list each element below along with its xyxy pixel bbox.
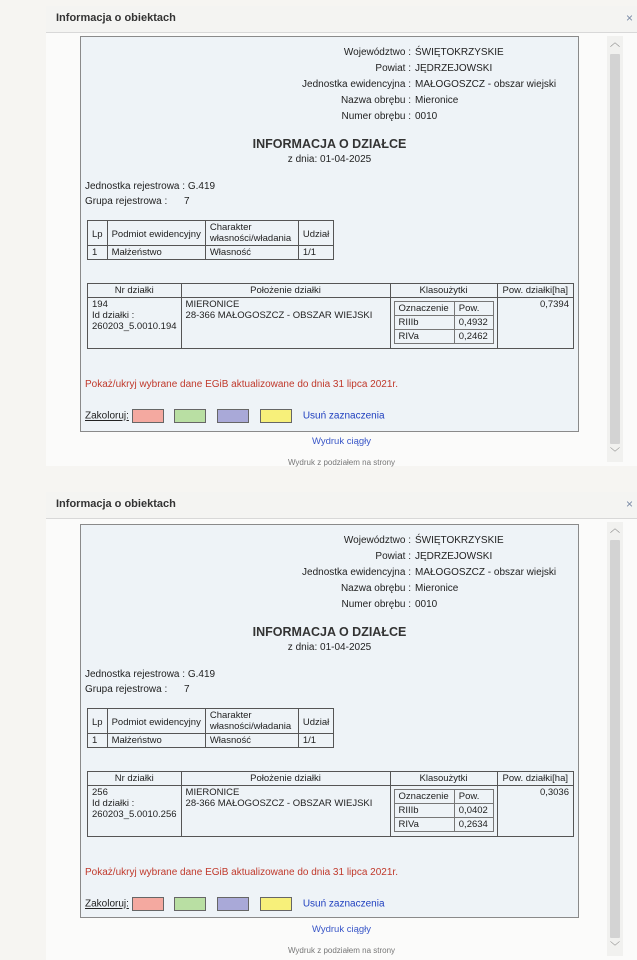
klas-pow: 0,0402 [454, 804, 493, 818]
value-numer-obrebu: 0010 [415, 599, 438, 610]
owner-charakter: Własność [205, 246, 298, 260]
label-jednostka-ewidencyjna: Jednostka ewidencyjna : [302, 79, 411, 90]
owner-udzial: 1/1 [298, 246, 333, 260]
label-jednostka-rejestrowa: Jednostka rejestrowa : [85, 669, 186, 680]
plot-polozenie-2: 28-366 MAŁOGOSZCZ - OBSZAR WIEJSKI [185, 798, 373, 809]
report-date: z dnia: 01-04-2025 [287, 154, 372, 165]
page-title: INFORMACJA O DZIAŁCE [252, 625, 407, 639]
label-jednostka-rejestrowa: Jednostka rejestrowa : [85, 181, 186, 192]
label-wojewodztwo: Województwo : [343, 535, 411, 546]
plot-polozenie-1: MIERONICE [185, 787, 240, 798]
col-oznaczenie: Oznaczenie [394, 790, 454, 804]
page-title: INFORMACJA O DZIAŁCE [252, 137, 407, 151]
scroll-up-icon[interactable]: ︿ [610, 524, 620, 535]
plot-polozenie-1: MIERONICE [185, 299, 240, 310]
klas-ozn: RIIIb [394, 804, 454, 818]
klasouzytki-table [394, 301, 494, 344]
col-podmiot: Podmiot ewidencyjny [107, 221, 205, 246]
swatch-red[interactable] [132, 897, 164, 911]
plot-id-label: Id działki : [92, 798, 135, 809]
zakoloruj-label: Zakoloruj: [85, 898, 129, 910]
col-polozenie: Położenie działki [181, 284, 390, 298]
value-powiat: JĘDRZEJOWSKI [415, 551, 493, 562]
col-oznaczenie: Oznaczenie [394, 302, 454, 316]
plot-polozenie-2: 28-366 MAŁOGOSZCZ - OBSZAR WIEJSKI [185, 310, 373, 321]
plot-header-row [88, 284, 574, 298]
col-pow: Pow. [454, 790, 493, 804]
color-toolbar [85, 409, 385, 423]
table-row [88, 734, 334, 748]
table-row [88, 246, 334, 260]
klas-pow: 0,4932 [454, 316, 493, 330]
col-pow-dzialki: Pow. działki[ha] [497, 284, 573, 298]
value-jednostka-rejestrowa: G.419 [187, 181, 216, 192]
print-paged-link[interactable]: Wydruk z podziałem na strony [287, 458, 396, 467]
owner-charakter: Własność [205, 734, 298, 748]
col-klasouzytki: Klasoużytki [390, 772, 497, 786]
col-charakter: Charakter własności/władania [205, 709, 298, 734]
print-paged-link[interactable]: Wydruk z podziałem na strony [287, 946, 396, 955]
value-jednostka-ewidencyjna: MAŁOGOSZCZ - obszar wiejski [415, 79, 557, 90]
scrollbar[interactable] [607, 36, 623, 462]
owner-lp: 1 [88, 734, 108, 748]
egib-toggle-link[interactable]: Pokaż/ukryj wybrane dane EGiB aktualizowane do dnia 31 lipca 2021r. [85, 379, 398, 390]
owners-header-row [88, 221, 334, 246]
scroll-thumb[interactable] [610, 540, 620, 938]
scroll-up-icon[interactable]: ︿ [610, 38, 620, 49]
owners-header-row [88, 709, 334, 734]
swatch-green[interactable] [174, 897, 206, 911]
owner-udzial: 1/1 [298, 734, 333, 748]
value-jednostka-ewidencyjna: MAŁOGOSZCZ - obszar wiejski [415, 567, 557, 578]
plot-nr: 194 [92, 299, 108, 310]
klas-ozn: RIVa [394, 818, 454, 832]
parcel-info-content [80, 36, 579, 432]
color-toolbar [85, 897, 385, 911]
scroll-thumb[interactable] [610, 54, 620, 444]
col-polozenie: Położenie działki [181, 772, 390, 786]
label-jednostka-ewidencyjna: Jednostka ewidencyjna : [302, 567, 411, 578]
owner-lp: 1 [88, 246, 108, 260]
col-nr-dzialki: Nr działki [88, 772, 182, 786]
swatch-yellow[interactable] [260, 897, 292, 911]
value-numer-obrebu: 0010 [415, 111, 438, 122]
parcel-info-content [80, 524, 579, 918]
col-lp: Lp [88, 709, 108, 734]
value-nazwa-obrebu: Mieronice [415, 583, 459, 594]
plot-table [87, 283, 574, 349]
col-pow: Pow. [454, 302, 493, 316]
plot-header-row [88, 772, 574, 786]
col-charakter: Charakter własności/władania [205, 221, 298, 246]
plot-nr: 256 [92, 787, 108, 798]
egib-toggle-link[interactable]: Pokaż/ukryj wybrane dane EGiB aktualizowane do dnia 31 lipca 2021r. [85, 867, 398, 878]
clear-selection-button[interactable]: Usuń zaznaczenia [302, 410, 385, 422]
value-wojewodztwo: ŚWIĘTOKRZYSKIE [415, 535, 504, 546]
swatch-purple[interactable] [217, 897, 249, 911]
plot-pow-ha: 0,3036 [497, 786, 573, 837]
owners-table [87, 708, 334, 748]
owner-podmiot: Małżeństwo [107, 246, 205, 260]
owner-podmiot: Małżeństwo [107, 734, 205, 748]
zakoloruj-label: Zakoloruj: [85, 410, 129, 422]
value-powiat: JĘDRZEJOWSKI [415, 63, 493, 74]
label-nazwa-obrebu: Nazwa obrębu : [340, 95, 411, 106]
plot-table [87, 771, 574, 837]
info-panel-1 [46, 6, 637, 466]
klas-pow: 0,2634 [454, 818, 493, 832]
klasouzytki-table [394, 789, 494, 832]
scroll-down-icon[interactable]: ﹀ [610, 448, 620, 459]
close-icon[interactable]: × [625, 497, 633, 511]
swatch-yellow[interactable] [260, 409, 292, 423]
info-panel-2 [46, 492, 637, 960]
value-nazwa-obrebu: Mieronice [415, 95, 459, 106]
panel-title: Informacja o obiektach [56, 12, 176, 24]
label-grupa-rejestrowa: Grupa rejestrowa : [85, 196, 168, 207]
value-grupa-rejestrowa: 7 [184, 684, 190, 695]
value-wojewodztwo: ŚWIĘTOKRZYSKIE [415, 47, 504, 58]
col-podmiot: Podmiot ewidencyjny [107, 709, 205, 734]
swatch-red[interactable] [132, 409, 164, 423]
panel-titlebar [46, 6, 637, 33]
print-continuous-link[interactable]: Wydruk ciągły [311, 924, 372, 935]
owners-table [87, 220, 334, 260]
label-nazwa-obrebu: Nazwa obrębu : [340, 583, 411, 594]
plot-id: 260203_5.0010.256 [92, 809, 177, 820]
value-grupa-rejestrowa: 7 [184, 196, 190, 207]
col-lp: Lp [88, 221, 108, 246]
close-icon[interactable]: × [625, 11, 633, 25]
clear-selection-button[interactable]: Usuń zaznaczenia [302, 898, 385, 910]
label-grupa-rejestrowa: Grupa rejestrowa : [85, 684, 168, 695]
table-row [88, 786, 574, 837]
label-wojewodztwo: Województwo : [343, 47, 411, 58]
label-powiat: Powiat : [375, 551, 411, 562]
plot-id-label: Id działki : [92, 310, 135, 321]
label-powiat: Powiat : [375, 63, 411, 74]
klas-ozn: RIIIb [394, 316, 454, 330]
col-nr-dzialki: Nr działki [88, 284, 182, 298]
col-udzial: Udział [298, 709, 333, 734]
print-continuous-link[interactable]: Wydruk ciągły [311, 436, 372, 447]
swatch-green[interactable] [174, 409, 206, 423]
table-row [88, 298, 574, 349]
col-klasouzytki: Klasoużytki [390, 284, 497, 298]
label-numer-obrebu: Numer obrębu : [341, 599, 411, 610]
klas-pow: 0,2462 [454, 330, 493, 344]
klas-ozn: RIVa [394, 330, 454, 344]
label-numer-obrebu: Numer obrębu : [341, 111, 411, 122]
col-udzial: Udział [298, 221, 333, 246]
plot-pow-ha: 0,7394 [497, 298, 573, 349]
panel-title: Informacja o obiektach [56, 498, 176, 510]
scrollbar[interactable] [607, 522, 623, 956]
swatch-purple[interactable] [217, 409, 249, 423]
panel-titlebar [46, 492, 637, 519]
report-date: z dnia: 01-04-2025 [287, 642, 372, 653]
scroll-down-icon[interactable]: ﹀ [610, 942, 620, 953]
value-jednostka-rejestrowa: G.419 [187, 669, 216, 680]
col-pow-dzialki: Pow. działki[ha] [497, 772, 573, 786]
plot-id: 260203_5.0010.194 [92, 321, 177, 332]
